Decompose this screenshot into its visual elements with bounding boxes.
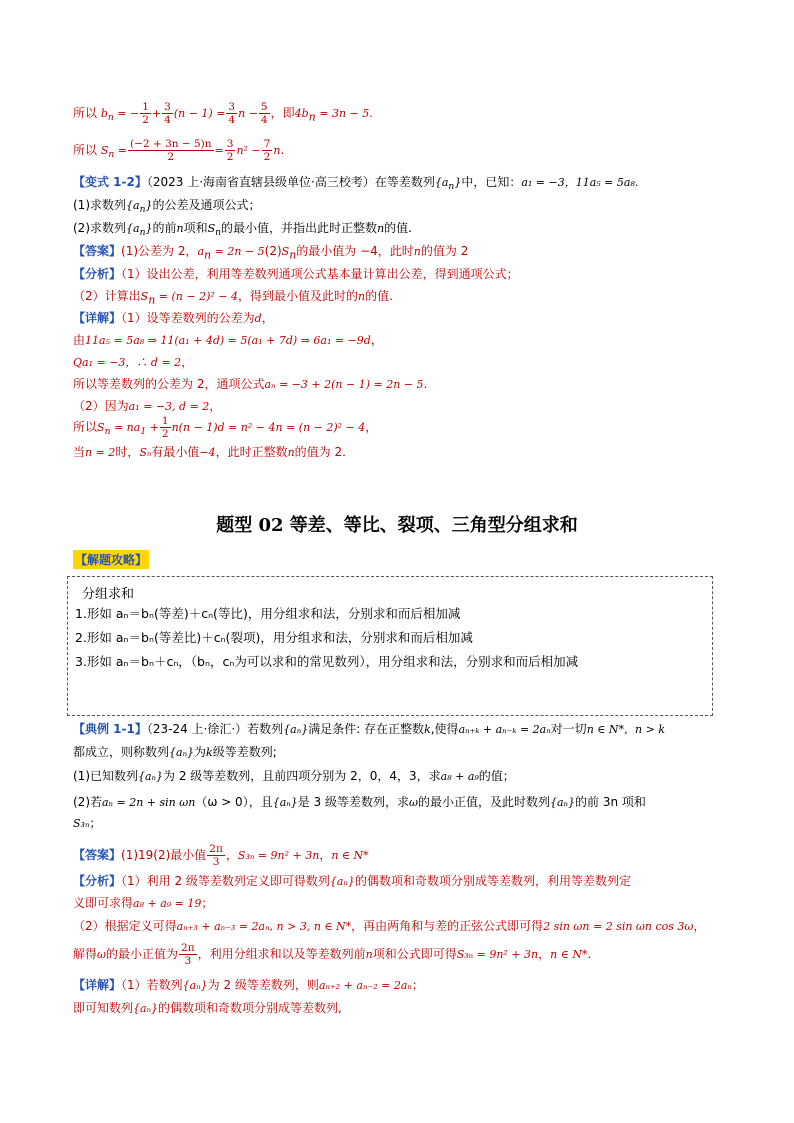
- sub-n: n: [289, 248, 297, 262]
- analysis2-line-3: [73, 917, 705, 936]
- n-minus: n −: [238, 107, 258, 120]
- text: （2）根据定义可得: [73, 919, 177, 933]
- math: d: [254, 312, 262, 325]
- example-line-5: [73, 814, 101, 833]
- text: ；: [411, 978, 424, 992]
- math: 11a₅ = 5a₈ ⇒ 11(a₁ + 4d) = 5(a₁ + 7d) ⇒ 6a₁ = −9d: [85, 334, 371, 347]
- analysis-line-2: [73, 287, 393, 309]
- math: $S_n$: [207, 222, 222, 239]
- text: (2)若: [73, 795, 102, 809]
- given: a₁ = −3，11a₅ = 5a₈.: [521, 176, 639, 189]
- n2: n² −: [236, 144, 261, 157]
- detail2-line-2: [73, 999, 342, 1018]
- text: （2023 上·海南省直辖县级单位·高三校考）在等差数列: [146, 175, 435, 189]
- math: a₁ = −3, d = 2: [128, 400, 210, 413]
- frac-2pi-3: [207, 843, 225, 868]
- text: 的值为 2: [420, 244, 469, 258]
- text: ,使得: [430, 722, 459, 736]
- math: n: [176, 222, 184, 235]
- text: ，: [209, 399, 222, 413]
- detail-line-7: [73, 443, 346, 462]
- text: 都成立，则称数列: [73, 745, 170, 759]
- math: n: [358, 290, 366, 303]
- math: = 3n − 5.: [315, 107, 373, 120]
- math: n: [377, 222, 385, 235]
- text: 的偶数项和奇数项分别成等差数列,: [158, 1001, 342, 1015]
- text: .: [280, 143, 285, 157]
- sub-n: n: [204, 248, 212, 262]
- sn-na1: $S_n = na_1$ +: [97, 421, 159, 438]
- math: S: [140, 290, 149, 303]
- math: = (n − 2)² − 4: [155, 290, 238, 303]
- detail-line-6: [73, 415, 377, 441]
- answer-label: 【答案】: [73, 244, 122, 258]
- text: 为 2 级等差数列，且前四项分别为 2，0，4，3，求: [163, 769, 441, 783]
- text: 义即可求得: [73, 896, 134, 910]
- text: ，即: [270, 106, 295, 120]
- text: 即可知数列: [73, 1001, 134, 1015]
- text: 项和: [183, 221, 208, 235]
- math: a₈ + a₉ = 19: [133, 897, 202, 910]
- text: ，: [181, 355, 194, 369]
- sn-formula-line: [73, 138, 284, 164]
- math: aₙ₊₂ + aₙ₋₂ = 2aₙ: [318, 979, 412, 992]
- text: 有最小值: [151, 445, 200, 459]
- math: aₙ₊₃ + aₙ₋₃ = 2aₙ, n > 3, n ∈ N*: [176, 920, 352, 933]
- analysis-line-1: [73, 265, 519, 283]
- text: .: [587, 947, 592, 961]
- example-line-1: [73, 720, 665, 739]
- frac-1-2: $\frac{1}{2}$: [161, 415, 169, 440]
- text: (2)求数列: [73, 221, 126, 235]
- box-line-2: 2.形如 aₙ＝bₙ(等差比)＋cₙ(裂项)，用分组求和法，分别求和而后相加减: [75, 630, 473, 645]
- frac-3-4b: $\frac{3}{4}$: [228, 101, 236, 126]
- text: 时，: [115, 445, 140, 459]
- text: 当: [73, 445, 86, 459]
- text: (1)19: [121, 848, 154, 862]
- n: n: [273, 144, 281, 157]
- detail-line-4: [73, 375, 427, 394]
- eq: =: [214, 144, 224, 157]
- math: {aₙ}: [169, 746, 195, 759]
- variant-q1: [73, 196, 260, 219]
- math: S: [281, 245, 290, 258]
- math: Sₙ: [139, 446, 152, 459]
- text: （23-24 上·徐汇·）若数列: [146, 722, 284, 736]
- box-line-3: 3.形如 aₙ＝bₙ＋cₙ，（bₙ，cₙ为可以求和的常见数列），用分组求和法，分别求和而后相加减: [75, 654, 579, 669]
- text: 的最小值为 −4，此时: [296, 244, 414, 258]
- bn-lhs: $b_n$ = −: [100, 107, 140, 124]
- frac-3-2: $\frac{3}{2}$: [226, 138, 234, 163]
- variant-q2: [73, 219, 412, 242]
- box-title: 分组求和: [82, 587, 135, 602]
- text: ，: [538, 947, 551, 961]
- math: k: [206, 746, 213, 759]
- math: = 2n − 5: [211, 245, 265, 258]
- text: （ω > 0），且: [195, 795, 273, 809]
- detail-line-3: [73, 353, 193, 372]
- text: ，: [370, 333, 383, 347]
- detail-label: 【详解】: [73, 311, 122, 325]
- text: ，: [261, 311, 274, 325]
- frac-7-2: $\frac{7}{2}$: [263, 138, 271, 163]
- frac-2pi-3: [179, 942, 197, 967]
- math: 2 sin ωn = 2 sin ωn cos 3ω: [543, 920, 694, 933]
- math: a: [197, 245, 205, 258]
- example-line-4: [73, 793, 646, 812]
- text: ，得到最小值及此时的: [238, 289, 359, 303]
- frac-3-4: $\frac{3}{4}$: [164, 101, 171, 126]
- text: 的前 3n 项和: [575, 795, 646, 809]
- math: {aₙ}: [329, 875, 355, 888]
- text: (1)已知数列: [73, 769, 138, 783]
- math: {aₙ}: [549, 796, 575, 809]
- text: 所以: [73, 143, 98, 157]
- analysis-label: 【分析】: [73, 267, 122, 281]
- sub-n: n: [148, 293, 156, 307]
- text: （1）设等差数列的公差为: [121, 311, 255, 325]
- paren: (n − 1) =: [173, 107, 226, 120]
- example-label: 【典例 1-1】: [73, 722, 147, 736]
- math: S₃ₙ = 9n² + 3n: [237, 849, 320, 862]
- math: ω: [408, 796, 418, 809]
- text: ；: [89, 816, 102, 830]
- text: （1）设出公差，利用等差数列通项公式基本量计算出公差，得到通项公式；: [121, 267, 519, 281]
- variant-label: 【变式 1-2】: [73, 175, 147, 189]
- math: n ∈ N*，n > k: [586, 723, 665, 736]
- math: n: [413, 245, 421, 258]
- detail-line-5: [73, 397, 221, 416]
- math: n: [287, 446, 295, 459]
- text: （2）因为: [73, 399, 129, 413]
- text: ，: [365, 420, 378, 434]
- math: −4: [199, 446, 216, 459]
- text: 级等差数列;: [212, 745, 277, 759]
- text: (1)求数列: [73, 198, 126, 212]
- text: 解得: [73, 947, 98, 961]
- text: 为 2 级等差数列，则: [207, 978, 319, 992]
- frac-num: 2π: [181, 942, 195, 954]
- math: 4b: [294, 107, 309, 120]
- plus: +: [151, 107, 162, 120]
- text: 的最小正值，及此时数列: [417, 795, 550, 809]
- text: 为: [194, 745, 207, 759]
- math: $\{a_n\}$: [434, 176, 462, 193]
- variant-heading: [73, 173, 638, 196]
- text: ，: [319, 848, 332, 862]
- bn-formula-line: [73, 101, 373, 127]
- text: 的偶数项和奇数项分别成等差数列，利用等差数列定: [354, 874, 631, 888]
- math: S₃ₙ: [73, 817, 90, 830]
- frac-num: 2π: [209, 843, 223, 855]
- math: $\{a_n\}$: [126, 199, 153, 216]
- detail2-label: 【详解】: [73, 978, 122, 992]
- text: （2）计算出: [73, 289, 141, 303]
- frac-1-2: $\frac{1}{2}$: [142, 101, 149, 126]
- detail-line-2: [73, 331, 383, 350]
- answer2-line: [73, 843, 369, 868]
- text: 是 3 级等差数列，求: [297, 795, 409, 809]
- text: ；: [201, 896, 214, 910]
- math: {aₙ}: [283, 723, 309, 736]
- example-line-3: [73, 767, 515, 786]
- text: ，利用分组求和以及等差数列前: [197, 947, 366, 961]
- math: $\{a_n\}$: [126, 222, 153, 239]
- text: 所以: [73, 420, 98, 434]
- math: {aₙ}: [272, 796, 298, 809]
- text: 的值.: [384, 221, 412, 235]
- answer2-label: 【答案】: [73, 848, 122, 862]
- text: ，: [693, 919, 706, 933]
- math: Q: [73, 356, 83, 369]
- math: n ∈ N*: [331, 849, 369, 862]
- text: (2): [264, 244, 282, 258]
- frac-den: 3: [212, 856, 220, 868]
- text: .: [423, 377, 428, 391]
- text: (1)公差为 2，: [121, 244, 198, 258]
- sub-n: n: [308, 110, 316, 124]
- text: 的值.: [365, 289, 393, 303]
- analysis2-label: 【分析】: [73, 874, 122, 888]
- analysis2-line-4: [73, 942, 591, 967]
- strategy-box: [67, 576, 713, 716]
- answer-line: [73, 242, 468, 264]
- math: aₙ = 2n + sin ωn: [102, 796, 196, 809]
- detail2-line-1: [73, 976, 424, 995]
- text: (2)最小值: [153, 848, 207, 862]
- box-line-1: 1.形如 aₙ＝bₙ(等差)＋cₙ(等比)，用分组求和法，分别求和而后相加减: [75, 606, 461, 621]
- math: k: [424, 723, 431, 736]
- sn-lhs: $S_n$ =: [100, 144, 128, 161]
- text: 的最小正值为: [106, 947, 179, 961]
- analysis2-line-1: [73, 872, 631, 891]
- text: 的值为 2.: [294, 445, 346, 459]
- math: n: [365, 948, 373, 961]
- frac-5-4: $\frac{5}{4}$: [260, 101, 268, 126]
- text: 的值；: [478, 769, 515, 783]
- analysis2-line-2: [73, 894, 213, 913]
- text: ，此时正整数: [215, 445, 288, 459]
- text: 满足条件: 存在正整数: [308, 722, 425, 736]
- text: ，: [225, 848, 238, 862]
- math: {aₙ}: [133, 1002, 159, 1015]
- math: {aₙ}: [138, 770, 164, 783]
- detail-line-1: [73, 309, 274, 328]
- math: S₃ₙ = 9n² + 3n: [456, 948, 539, 961]
- math: aₙ = −3 + 2(n − 1) = 2n − 5: [264, 378, 424, 391]
- math: a₁ = −3，∴ d = 2: [82, 356, 182, 369]
- text: 所以: [73, 106, 98, 120]
- text: ，再由两角和与差的正弦公式即可得: [351, 919, 544, 933]
- text: 所以等差数列的公差为 2，通项公式: [73, 377, 265, 391]
- math: n ∈ N*: [550, 948, 588, 961]
- text: 由: [73, 333, 86, 347]
- example-line-2: [73, 743, 277, 762]
- text: 的公差及通项公式；: [152, 198, 261, 212]
- text: 对一切: [550, 722, 587, 736]
- frac-sum: $\frac{(-2 + 3n - 5)n}{2}$: [130, 138, 212, 163]
- strategy-tag: 【解题攻略】: [73, 550, 149, 569]
- text: （1）若数列: [121, 978, 183, 992]
- math: n = 2: [85, 446, 116, 459]
- text: （1）利用 2 级等差数列定义即可得数列: [121, 874, 330, 888]
- math: a₈ + a₉: [440, 770, 479, 783]
- math: n(n − 1)d = n² − 4n = (n − 2)² − 4: [171, 421, 366, 434]
- text: 中，已知：: [461, 175, 522, 189]
- section-title: 题型 02 等差、等比、裂项、三角型分组求和: [216, 515, 578, 536]
- math: aₙ₊ₖ + aₙ₋ₖ = 2aₙ: [458, 723, 551, 736]
- math: {aₙ}: [182, 979, 208, 992]
- text: 项和公式即可得: [372, 947, 457, 961]
- math: ω: [97, 948, 106, 961]
- text: 的前: [152, 221, 177, 235]
- text: 的最小值，并指出此时正整数: [221, 221, 378, 235]
- frac-den: 3: [184, 955, 192, 967]
